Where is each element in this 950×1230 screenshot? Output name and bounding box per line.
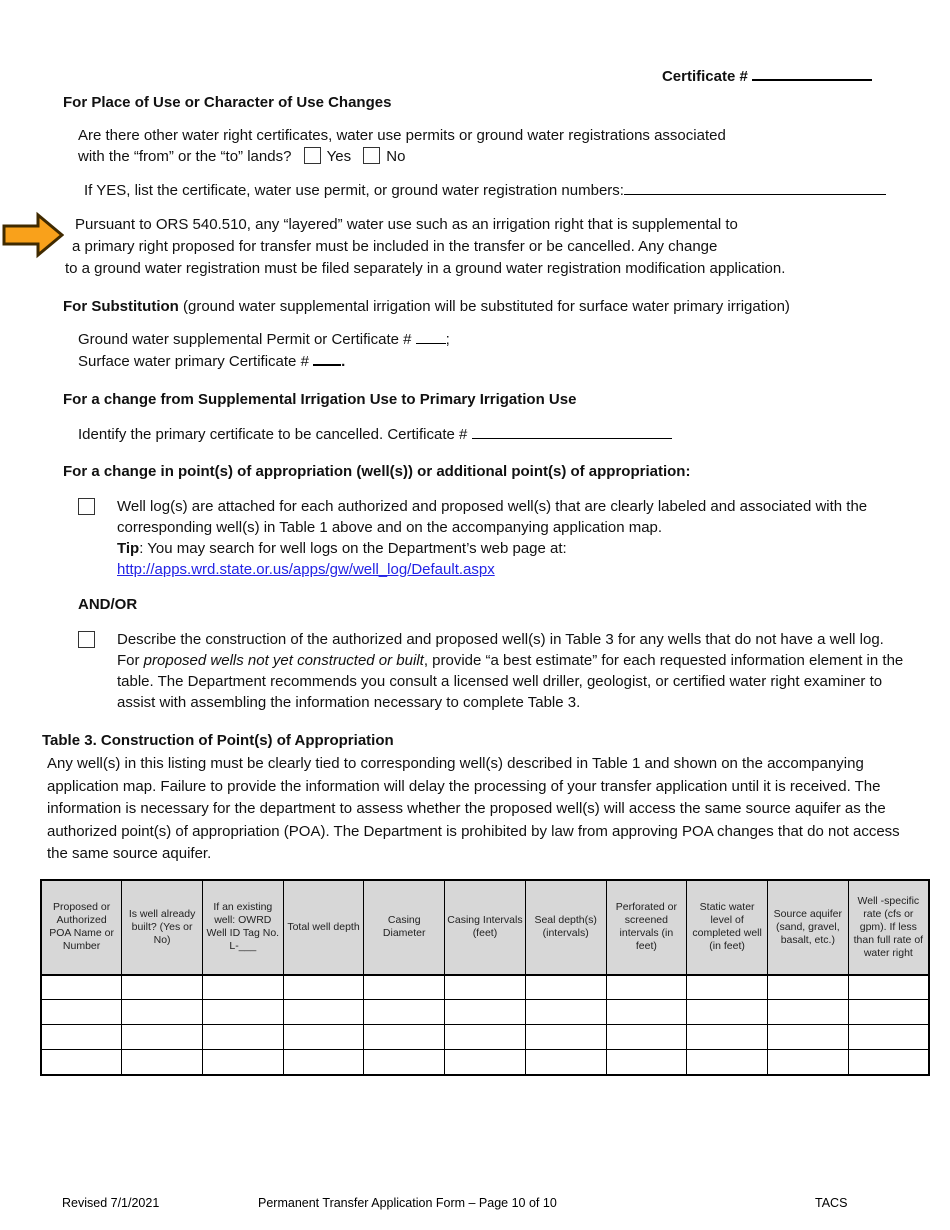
table-cell[interactable] [445, 1000, 526, 1025]
table-cell[interactable] [606, 1050, 687, 1075]
table-cell[interactable] [202, 1025, 283, 1050]
table-cell[interactable] [687, 1000, 768, 1025]
table-cell[interactable] [283, 1000, 364, 1025]
yes-label: Yes [326, 148, 352, 165]
question-line-2: with the “from” or the “to” lands? Yes No [78, 148, 406, 165]
col-header-owrd-tag: If an existing well: OWRD Well ID Tag No. L-___ [202, 880, 283, 975]
footer-form-title: Permanent Transfer Application Form – Page 10 of 10 [258, 1196, 557, 1210]
heading-place-of-use: For Place of Use or Character of Use Changes [63, 94, 392, 111]
table-cell[interactable] [122, 975, 203, 1000]
registration-numbers-blank[interactable] [624, 180, 886, 195]
table-cell[interactable] [364, 1050, 445, 1075]
table-cell[interactable] [202, 975, 283, 1000]
table-cell[interactable] [767, 1000, 848, 1025]
table-cell[interactable] [202, 1000, 283, 1025]
identify-primary-certificate-line: Identify the primary certificate to be cancelled. Certificate # [78, 424, 905, 445]
table-cell[interactable] [41, 975, 122, 1000]
table-cell[interactable] [445, 975, 526, 1000]
no-label: No [386, 148, 406, 165]
question-other-certificates [78, 125, 905, 167]
certificate-label: Certificate # [661, 68, 748, 85]
table-cell[interactable] [445, 1025, 526, 1050]
col-header-well-specific-rate: Well -specific rate (cfs or gpm). If less than full rate of water right [848, 880, 929, 975]
heading-substitution: For Substitution (ground water supplemental irrigation will be substituted for surface water primary irrigation) [63, 298, 790, 315]
table-cell[interactable] [606, 1025, 687, 1050]
table-cell[interactable] [283, 975, 364, 1000]
footer-revised-date: Revised 7/1/2021 [62, 1196, 160, 1210]
table-cell[interactable] [445, 1050, 526, 1075]
well-log-search-link[interactable]: http://apps.wrd.state.or.us/apps/gw/well_log/Default.aspx [117, 561, 495, 578]
table-cell[interactable] [767, 975, 848, 1000]
surface-water-certificate-blank[interactable] [313, 351, 341, 366]
col-header-casing-diameter: Casing Diameter [364, 880, 445, 975]
ors-note-line-2: a primary right proposed for transfer must be included in the transfer or be cancelled. Any change [72, 238, 718, 255]
table-cell[interactable] [767, 1025, 848, 1050]
col-header-total-depth: Total well depth [283, 880, 364, 975]
table-cell[interactable] [122, 1025, 203, 1050]
well-logs-attached-checkbox[interactable] [78, 498, 95, 515]
table-cell[interactable] [202, 1050, 283, 1075]
question-line-1: Are there other water right certificates, water use permits or ground water registrations associated [78, 127, 726, 144]
table-cell[interactable] [525, 1025, 606, 1050]
table-cell[interactable] [767, 1050, 848, 1075]
table-cell[interactable] [848, 1050, 929, 1075]
describe-construction-checkbox[interactable] [78, 631, 95, 648]
tip-label: Tip [117, 540, 140, 557]
no-checkbox[interactable] [363, 147, 380, 164]
table-cell[interactable] [606, 975, 687, 1000]
table-cell[interactable] [848, 1000, 929, 1025]
table3-title: Table 3. Construction of Point(s) of Appropriation [42, 732, 394, 749]
table-cell[interactable] [283, 1025, 364, 1050]
table-cell[interactable] [364, 1000, 445, 1025]
col-header-casing-intervals: Casing Intervals (feet) [445, 880, 526, 975]
table-cell[interactable] [606, 1000, 687, 1025]
describe-construction-text: Describe the construction of the authorized and proposed well(s) in Table 3 for any wells that do not have a well log. For proposed wells not yet constructed or built, provide “a best estimate” for each requested information element in the table. The Department recommends you consult a licensed well driller, geologist, or certified water right examiner to assist with assembling the information necessary to complete Table 3. [117, 631, 904, 711]
table3-description: Any well(s) in this listing must be clearly tied to corresponding well(s) described in Table 1 and shown on the accompanying application map. Failure to provide the information will delay the processing of your transfer application until it is received. The information is necessary for the department to assess whether the proposed well(s) will access the same source aquifer as the authorized point(s) of appropriation (POA). The Department is prohibited by law from approving POA changes that do not access the same source aquifer. [47, 755, 900, 862]
table-row [41, 1025, 929, 1050]
cancelled-certificate-blank[interactable] [472, 424, 672, 439]
table-cell[interactable] [525, 975, 606, 1000]
well-logs-attached-item [78, 496, 905, 580]
table-cell[interactable] [848, 975, 929, 1000]
ground-water-permit-line: Ground water supplemental Permit or Certificate # ; [78, 331, 450, 348]
table-cell[interactable] [687, 1050, 768, 1075]
table3-header-row [41, 880, 929, 975]
tip-line: Tip: You may search for well logs on the Department’s web page at: [117, 540, 567, 557]
and-or-label: AND/OR [78, 596, 138, 613]
heading-supplemental-to-primary: For a change from Supplemental Irrigation Use to Primary Irrigation Use [63, 391, 577, 408]
col-header-is-well-built: Is well already built? (Yes or No) [122, 880, 203, 975]
table-cell[interactable] [41, 1000, 122, 1025]
ors-note-line-1: Pursuant to ORS 540.510, any “layered” water use such as an irrigation right that is supplemental to [75, 216, 738, 233]
footer-tacs-label: TACS [815, 1196, 848, 1210]
describe-construction-item [78, 629, 905, 713]
ors-540-note [65, 214, 905, 280]
table-cell[interactable] [525, 1050, 606, 1075]
table-cell[interactable] [848, 1025, 929, 1050]
col-header-source-aquifer: Source aquifer (sand, gravel, basalt, etc.) [767, 880, 848, 975]
table3-construction-of-poa [40, 879, 930, 1076]
table-cell[interactable] [687, 1025, 768, 1050]
table-cell[interactable] [364, 1025, 445, 1050]
ground-water-permit-blank[interactable] [416, 329, 446, 344]
table-row [41, 1050, 929, 1075]
heading-poa-change: For a change in point(s) of appropriation (well(s)) or additional point(s) of appropriation: [63, 463, 691, 480]
ors-note-line-3: to a ground water registration must be filed separately in a ground water registration modification application. [65, 260, 786, 277]
italic-phrase: proposed wells not yet constructed or built [143, 652, 424, 669]
col-header-perforated-intervals: Perforated or screened intervals (in feet) [606, 880, 687, 975]
table-row [41, 1000, 929, 1025]
table-cell[interactable] [41, 1025, 122, 1050]
table-cell[interactable] [122, 1050, 203, 1075]
table-cell[interactable] [122, 1000, 203, 1025]
table-cell[interactable] [525, 1000, 606, 1025]
table-row [41, 975, 929, 1000]
yes-checkbox[interactable] [304, 147, 321, 164]
col-header-poa-name: Proposed or Authorized POA Name or Number [41, 880, 122, 975]
table-cell[interactable] [283, 1050, 364, 1075]
table-cell[interactable] [41, 1050, 122, 1075]
table-cell[interactable] [687, 975, 768, 1000]
col-header-static-water-level: Static water level of completed well (in feet) [687, 880, 768, 975]
orange-arrow-icon [2, 211, 64, 259]
table-cell[interactable] [364, 975, 445, 1000]
substitution-lines [78, 329, 905, 373]
well-logs-attached-text: Well log(s) are attached for each authorized and proposed well(s) that are clearly labeled and associated with the corresponding well(s) in Table 1 above and on the accompanying application map. Tip: You may search for well logs on the Department’s web page at: http://apps.wrd.state.or.us/apps/gw/well_log/Default.aspx [117, 496, 905, 580]
surface-water-certificate-line: Surface water primary Certificate # . [78, 353, 346, 370]
if-yes-line: If YES, list the certificate, water use permit, or ground water registration numbers: [84, 180, 905, 201]
col-header-seal-depths: Seal depth(s) (intervals) [525, 880, 606, 975]
certificate-number-line [63, 66, 905, 87]
certificate-number-blank[interactable] [752, 66, 872, 81]
